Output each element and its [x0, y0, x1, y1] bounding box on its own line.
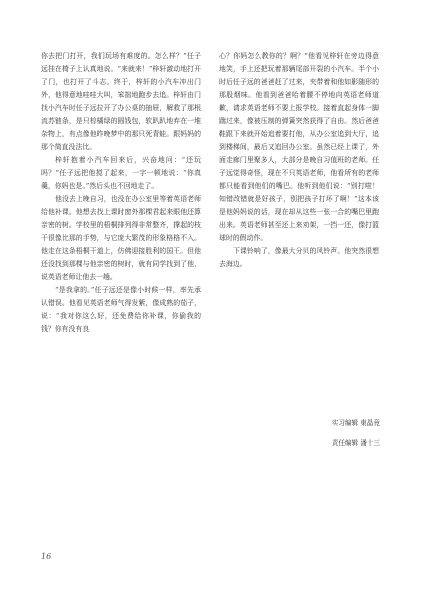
body-paragraph: 你去把门打开，我们玩场有难度的。怎么样？”任子远挂在椅子上认真地说。“来就来！”梓轩激动地打开了门，也打开了斗志。终于，梓轩的小汽车冲出门外，他得意地哇哇大叫，笨拙地跑步去追。梓轩由门找小汽车时任子远拉开了办公桌的抽屉，解救了那根流苏链条，是只棕橘绿的圆钱包，软趴趴地弃在一堆杂物上，有点像他昨晚梦中的那只死青蛙。跟妈妈的那个简直没法比。 [41, 52, 201, 151]
body-paragraph: 心？你妈怎么教你的？啊？”他看见梓轩在旁边得意地笑，手上还把玩着那辆尾部开裂的小汽车。半个小时后任子远的爸爸赶了过来，夹带着和他如影随形的那股烟味。他看到爸爸哈着腰不停地向英语老师道歉，请求英语老师不要上报学校。接着直起身体一脚踹过来，像被压制的弹簧突然获得了自由。然后爸爸鞋跟下来就开始追着要打他，从办公室追到大厅，追到楼梯间，最后又追回办公室。虽然已经上课了，外面走廊门里聚多人，大部分是晚自习值班的老师。任子远觉得奇怪，现在不只英语老师，他看所有的老师都只能看到他们的嘴巴。他听到他们说：“别打啦！知错改错就是好孩子，别把孩子打坏了啊！”这本该是他妈妈说的话，现在却从这些一张一合的嘴巴里跑出来。英语老师甚至还上来劝架，一挡一还，像打篮球时的假动作。 [219, 52, 379, 242]
body-paragraph: 他没去上晚自习，也没在办公室里等着英语老师给他补课。他想去找上课时窗外那棵君起来眼他还算亲密的树。学校里的梧桐排列得非常整齐，撑起的枝干很像比那的手势，与它庞大繁茂的形象格格不入。他走在这条梧桐干道上，仿佛迎接胜利的国王。但他还没找到那棵与他亲密的树时，就有同学找到了他，说英语老师让他去一趟。 [41, 195, 201, 281]
responsible-editor-credit: 责任编辑 潘十三 [331, 439, 380, 447]
body-paragraph: 梓轩抱着小汽车回来后，兴奋地问：“还玩吗？”任子远把他搅了起来，一字一顿地说：“你真羹，你妈也是。”然后头也不回地走了。 [41, 156, 201, 190]
body-paragraph: “是我拿的。”任子远还是像小时候一样，率先承认错误。他看见英语老师气得发紫，像成熟的茄子，说：“我对你这么好，还免费给你补课，你偷我的钱？你有没有良 [41, 286, 201, 333]
intern-editor-credit: 实习编辑 東晶竟 [331, 419, 380, 427]
left-column [41, 50, 201, 336]
right-column [219, 50, 379, 271]
page-number: 16 [41, 552, 52, 561]
body-paragraph: 下课铃响了，像最大分贝的风铃声。他突然很想去海边。 [219, 247, 379, 268]
editor-credits [270, 413, 380, 453]
